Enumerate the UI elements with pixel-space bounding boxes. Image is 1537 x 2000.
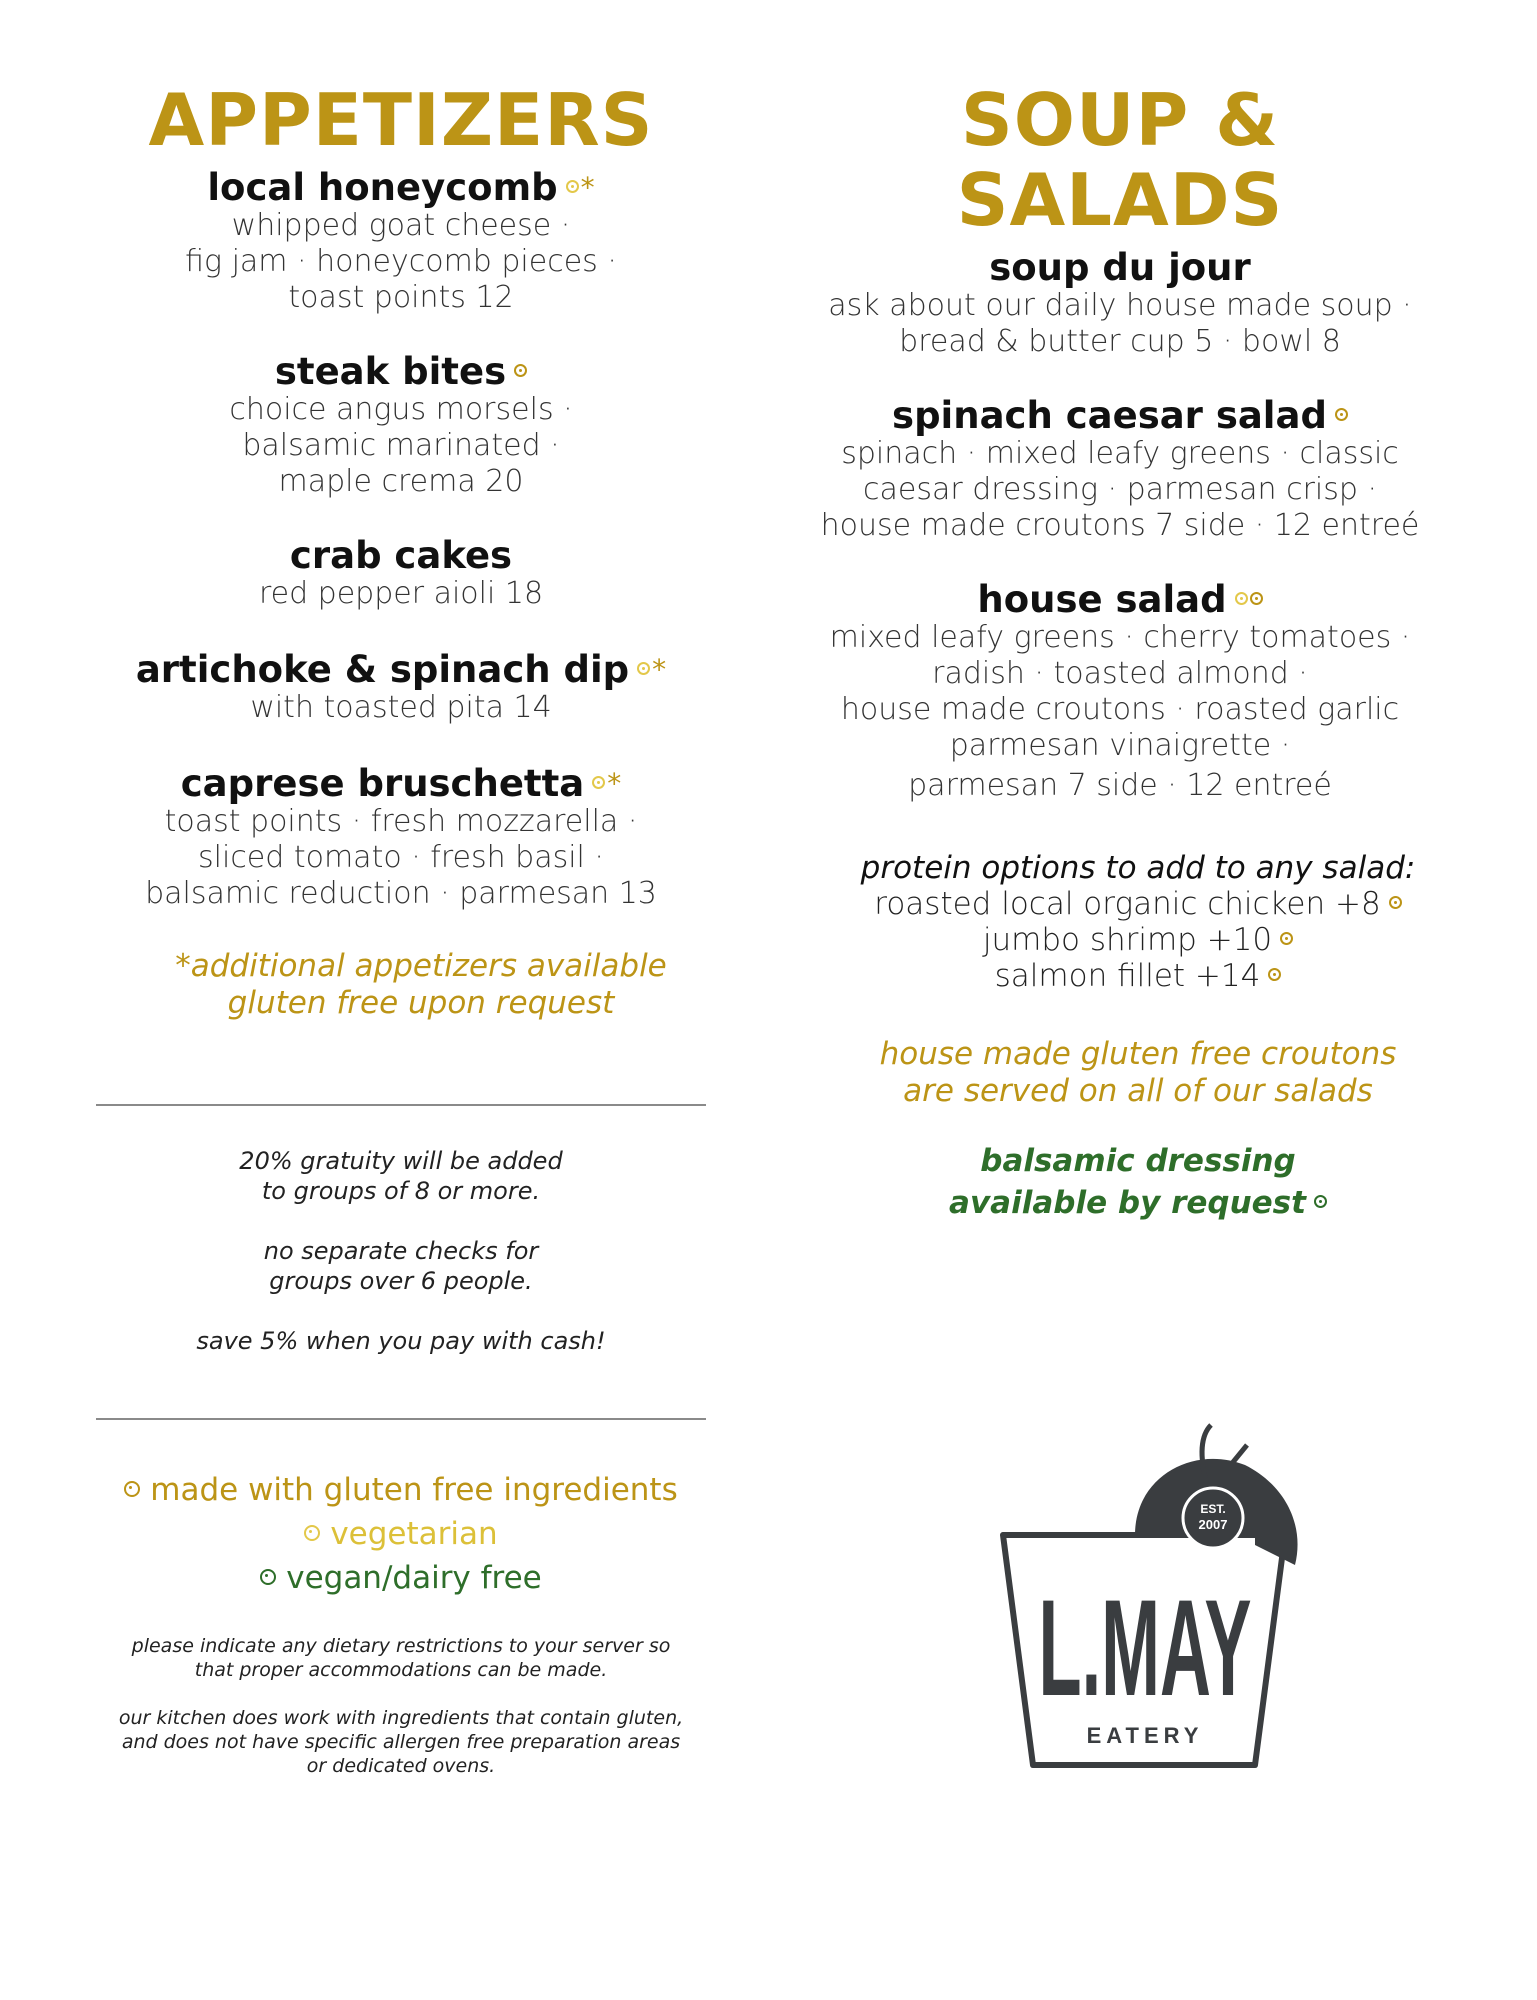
item-description: red pepper aioli 18 [258,576,544,611]
protein-heading: protein options to add to any salad: [860,850,1416,886]
legend-vegetarian: vegetarian [96,1512,706,1556]
menu-item-house-salad [800,580,1440,804]
item-name: caprese bruschetta [180,762,585,805]
menu-item-soup-du-jour [800,248,1440,360]
appetizers-section [96,80,706,1022]
item-description: caesar dressing · parmesan crisp · [863,472,1377,507]
svg-text:2007: 2007 [1198,1517,1228,1532]
dressing-note: balsamic dressing available by request [800,1140,1440,1224]
item-name: soup du jour [989,246,1251,289]
item-name: spinach caesar salad [892,394,1327,437]
vegan-icon [1314,1195,1327,1208]
protein-option: salmon fillet +14 [836,958,1440,994]
item-name: crab cakes [289,534,513,577]
menu-item-steak-bites [96,352,706,500]
gluten-free-icon [514,364,527,377]
gluten-free-on-request-star: * [652,653,667,686]
vegan-icon [260,1569,276,1585]
menu-item-caprese-bruschetta [96,764,706,912]
menu-item-artichoke-spinach-dip [96,650,706,726]
item-description: parmesan 7 side · 12 entreé [908,768,1332,803]
logo-wordmark: L.MAY [1038,1571,1252,1726]
gluten-free-icon [1389,896,1402,909]
vegetarian-icon [566,180,579,193]
fine-print: please indicate any dietary restrictions to your server so that proper accommodations can be made. our kitchen does work with ingredients that contain gluten, and does not have specific allergen free preparation areas or dedicated ovens. [118,1635,684,1777]
item-name: steak bites [274,350,507,393]
lmay-eatery-logo [985,1415,1315,1795]
divider [96,1104,706,1106]
protein-option: roasted local organic chicken +8 [836,886,1440,922]
menu-item-spinach-caesar-salad [800,396,1440,544]
legend-gluten-free: made with gluten free ingredients [96,1468,706,1512]
vegetarian-icon [637,662,650,675]
item-description: toast points · fresh mozzarella · [164,804,638,839]
item-name: artichoke & spinach dip [135,648,630,691]
gluten-free-on-request-star: * [580,171,595,204]
vegetarian-icon [304,1525,320,1541]
soup-salads-heading: SOUP & [960,78,1280,162]
policy-gratuity: 20% gratuity will be added [239,1147,563,1175]
item-name: local honeycomb [207,166,558,209]
soup-salads-section: SOUP & SALADS soup du jour ask about our daily house made soup · bread & butter cup 5 · bowl 8 spinach caesar salad spinach · mixed leafy greens · classic caesar dressing · parmesan crisp · house made croutons 7 side · 12 entreé house salad mixed leafy greens · cherry tomatoes · radish · toasted almond · house made croutons · roasted garlic parmesan vinaigrette · parmesan 7 side · 12 entreé protein options to add to any salad: roasted local organic chicken +8 jumbo shrimp +10 salmon fillet +14 house made gluten free croutons are served on all of our salads balsamic dressing available by request [800,80,1440,1224]
divider [96,1418,706,1420]
gluten-free-on-request-star: * [607,767,622,800]
svg-text:EST.: EST. [1200,1502,1226,1516]
policies: 20% gratuity will be added to groups of 8 or more. no separate checks for groups over 6 people. save 5% when you pay with cash! [96,1146,706,1356]
appetizer-gluten-free-note: *additional appetizers available gluten free upon request [175,948,667,1021]
dietary-legend [96,1468,706,1600]
item-description: house made croutons 7 side · 12 entreé [820,508,1420,543]
gluten-free-icon [1268,968,1281,981]
item-name: house salad [977,578,1227,621]
item-description: balsamic reduction · parmesan 13 [145,876,657,911]
vegetarian-icon [592,776,605,789]
crouton-note: house made gluten free croutons are served on all of our salads [879,1036,1397,1109]
policy-checks: no separate checks for [263,1237,539,1265]
item-description: house made croutons · roasted garlic [840,692,1400,727]
protein-option: jumbo shrimp +10 [836,922,1440,958]
logo-subtitle: EATERY [1086,1723,1204,1748]
item-description: mixed leafy greens · cherry tomatoes · [829,620,1411,655]
item-description: with toasted pita 14 [250,690,552,725]
legend-vegan: vegan/dairy free [96,1556,706,1600]
protein-options [800,850,1440,994]
gluten-free-icon [1250,592,1263,605]
gluten-free-icon [124,1481,140,1497]
item-description: maple crema 20 [278,464,524,499]
gluten-free-icon [1280,932,1293,945]
item-description: sliced tomato · fresh basil · [198,840,604,875]
item-description: toast points 12 [288,280,514,315]
item-description: balsamic marinated · [242,428,560,463]
menu-item-crab-cakes [96,536,706,612]
menu-item-local-honeycomb [96,168,706,316]
policy-cash: save 5% when you pay with cash! [196,1327,606,1355]
item-description: spinach · mixed leafy greens · classic [841,436,1399,471]
item-description: choice angus morsels · [229,392,573,427]
item-description: ask about our daily house made soup · [828,288,1412,323]
vegetarian-icon [1235,592,1248,605]
item-description: radish · toasted almond · [932,656,1308,691]
item-description: parmesan vinaigrette · [949,728,1291,763]
item-description: fig jam · honeycomb pieces · [185,244,617,279]
item-description: bread & butter cup 5 · bowl 8 [899,324,1341,359]
item-description: whipped goat cheese · [231,208,571,243]
appetizers-heading: APPETIZERS [148,78,654,162]
gluten-free-icon [1335,408,1348,421]
